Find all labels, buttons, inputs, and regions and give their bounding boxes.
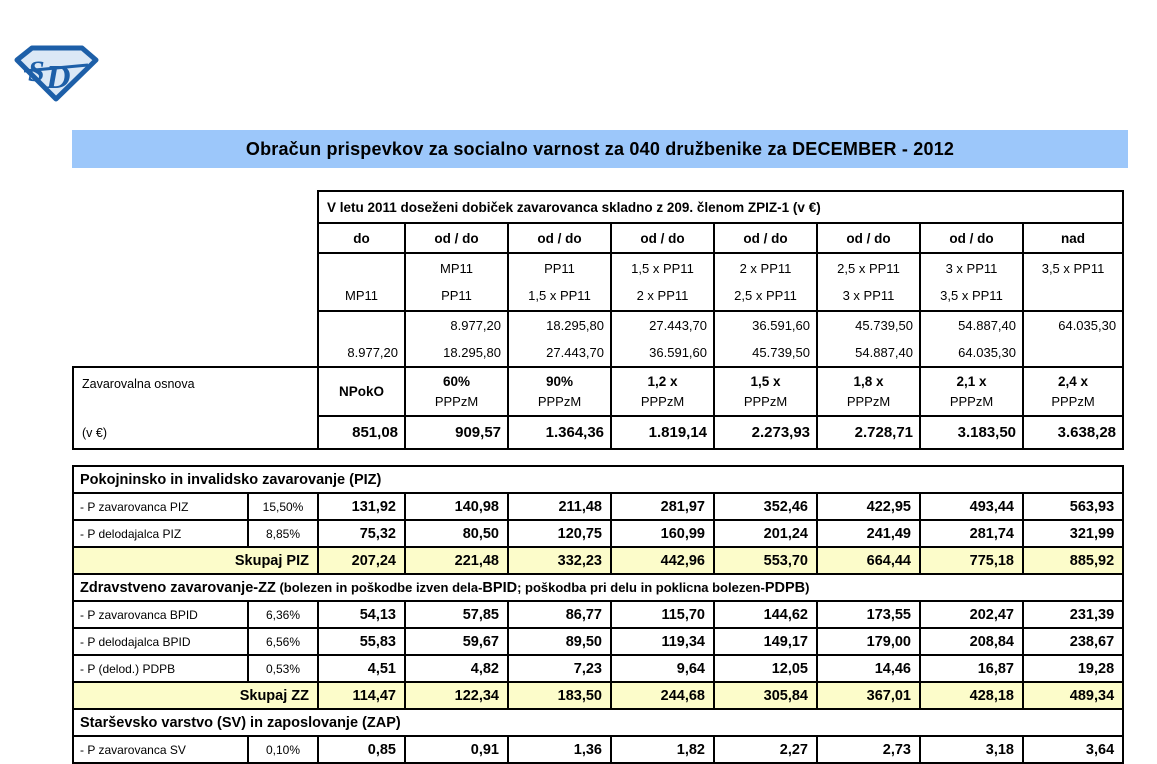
contributions-table	[72, 465, 1124, 764]
base-header-stack	[612, 369, 713, 415]
profit-threshold-table	[317, 190, 1124, 368]
row-value: 14,46	[817, 655, 920, 682]
row-value: 281,74	[920, 520, 1023, 547]
bound-label-cell-stack	[921, 254, 1022, 310]
total-value: 183,50	[508, 682, 611, 709]
bound-value-cell	[318, 311, 405, 367]
row-label: - P zavarovanca BPID	[73, 601, 248, 628]
section-text: (bolezen in poškodbe izven dela-	[275, 579, 483, 595]
base-header-stack	[509, 369, 610, 415]
bound-label-cell-bottom: 3 x PP11	[842, 288, 895, 303]
total-value: 114,47	[318, 682, 405, 709]
contrib-row	[73, 709, 1123, 736]
total-value: 428,18	[920, 682, 1023, 709]
bound-value-cell-bottom	[1024, 339, 1122, 366]
row-value: 144,62	[714, 601, 817, 628]
section-header-piz	[73, 466, 1123, 493]
row-rate: 0,53%	[248, 655, 318, 682]
row-value: 241,49	[817, 520, 920, 547]
bound-label-cell	[1023, 253, 1123, 311]
base-label-line1: Zavarovalna osnova	[82, 377, 195, 391]
row-label: - P delodajalca PIZ	[73, 520, 248, 547]
row-value: 2,27	[714, 736, 817, 763]
row-value: 59,67	[405, 628, 508, 655]
base-header-line2: PPPzM	[1051, 393, 1095, 409]
contrib-row	[73, 547, 1123, 574]
base-header-cell	[611, 367, 714, 416]
sd-shield-icon	[14, 44, 100, 102]
bound-value-cell-top: 54.887,40	[958, 318, 1016, 333]
row-value: 160,99	[611, 520, 714, 547]
section-header-zz	[73, 574, 1123, 601]
contrib-row	[73, 655, 1123, 682]
section-text: Starševsko varstvo (SV) in zaposlovanje (ZAP)	[80, 714, 401, 731]
row-value: 173,55	[817, 601, 920, 628]
contrib-row	[73, 601, 1123, 628]
base-header-cell	[508, 367, 611, 416]
bound-label-cell	[714, 253, 817, 311]
row-value: 2,73	[817, 736, 920, 763]
bound-value-cell	[714, 311, 817, 367]
row-label: - P zavarovanca PIZ	[73, 493, 248, 520]
total-value: 775,18	[920, 547, 1023, 574]
bound-label-cell	[920, 253, 1023, 311]
bound-label-cell	[405, 253, 508, 311]
range-cell: od / do	[817, 223, 920, 253]
bound-value-cell-stack	[406, 312, 507, 366]
base-value-cell: 851,08	[318, 416, 405, 449]
base-header-line1: 1,5 x	[750, 373, 781, 389]
row-value: 201,24	[714, 520, 817, 547]
contrib-row	[73, 466, 1123, 493]
section-text: Pokojninsko in invalidsko zavarovanje (PIZ)	[80, 471, 382, 488]
row-value: 0,85	[318, 736, 405, 763]
bound-value-cell-bottom: 54.887,40	[855, 345, 913, 360]
page-title-banner	[72, 130, 1128, 168]
range-cell: od / do	[920, 223, 1023, 253]
bound-label-cell-stack	[1024, 254, 1122, 310]
base-header-line1: 2,4 x	[1058, 373, 1089, 389]
base-header-stack	[921, 369, 1022, 415]
row-value: 3,18	[920, 736, 1023, 763]
row-label: - P delodajalca BPID	[73, 628, 248, 655]
row-rate: 6,56%	[248, 628, 318, 655]
section-text: ; poškodba pri delu in poklicna bolezen-	[517, 579, 765, 595]
profit-table-title: V letu 2011 doseženi dobiček zavarovanca skladno z 209. členom ZPIZ-1 (v €)	[318, 191, 1123, 223]
base-label-stack	[74, 368, 317, 448]
base-header-line2: PPPzM	[537, 393, 582, 409]
base-value-cell: 1.819,14	[611, 416, 714, 449]
total-value: 122,34	[405, 682, 508, 709]
row-value: 281,97	[611, 493, 714, 520]
bound-value-cell-top: 64.035,30	[1058, 318, 1117, 333]
total-value: 664,44	[817, 547, 920, 574]
base-header-stack	[406, 369, 507, 415]
row-value: 231,39	[1023, 601, 1123, 628]
bound-value-cell-top	[319, 312, 404, 339]
bound-label-cell-top: 3 x PP11	[945, 261, 998, 276]
base-header-line1: 60%	[443, 373, 471, 389]
row-value: 149,17	[714, 628, 817, 655]
total-value: 442,96	[611, 547, 714, 574]
row-value: 119,34	[611, 628, 714, 655]
bound-value-cell-stack	[509, 312, 610, 366]
base-header-line1: 1,2 x	[647, 373, 678, 389]
bound-value-cell	[817, 311, 920, 367]
section-text: )	[805, 579, 810, 595]
base-header-line1: 90%	[546, 373, 574, 389]
row-value: 352,46	[714, 493, 817, 520]
bound-value-cell-bottom: 64.035,30	[958, 345, 1016, 360]
bound-value-cell	[611, 311, 714, 367]
range-cell: do	[318, 223, 405, 253]
bound-value-cell	[508, 311, 611, 367]
base-label-cell	[73, 367, 318, 449]
bound-value-cell-top: 8.977,20	[450, 318, 501, 333]
base-header-cell	[714, 367, 817, 416]
row-value: 202,47	[920, 601, 1023, 628]
bound-label-cell-top: 2 x PP11	[739, 261, 792, 276]
base-value-cell: 1.364,36	[508, 416, 611, 449]
profit-bound-labels-row	[318, 253, 1123, 311]
base-header-stack	[715, 369, 816, 415]
total-value: 332,23	[508, 547, 611, 574]
total-value: 885,92	[1023, 547, 1123, 574]
base-header-line2: PPPzM	[949, 393, 994, 409]
bound-value-cell	[1023, 311, 1123, 367]
row-value: 321,99	[1023, 520, 1123, 547]
bound-value-cell-bottom: 8.977,20	[347, 345, 398, 360]
bound-value-cell-stack	[921, 312, 1022, 366]
bound-label-cell-bottom: MP11	[345, 288, 378, 303]
bound-value-cell-stack	[818, 312, 919, 366]
base-header-line1: NPokO	[339, 383, 385, 399]
bound-value-cell-stack	[612, 312, 713, 366]
base-header-line2: PPPzM	[743, 393, 788, 409]
base-header-line1: 2,1 x	[956, 373, 987, 389]
row-value: 211,48	[508, 493, 611, 520]
range-cell: od / do	[405, 223, 508, 253]
bound-label-cell-stack	[509, 254, 610, 310]
bound-value-cell	[920, 311, 1023, 367]
row-value: 0,91	[405, 736, 508, 763]
bound-label-cell-top: 1,5 x PP11	[631, 261, 694, 276]
total-value: 367,01	[817, 682, 920, 709]
bound-value-cell-bottom: 45.739,50	[752, 345, 810, 360]
section-text: PDPB	[764, 579, 806, 596]
contrib-row	[73, 520, 1123, 547]
base-header-stack	[818, 369, 919, 415]
base-header-cell	[920, 367, 1023, 416]
range-cell: od / do	[611, 223, 714, 253]
row-value: 57,85	[405, 601, 508, 628]
row-value: 120,75	[508, 520, 611, 547]
row-value: 208,84	[920, 628, 1023, 655]
base-header-cell	[405, 367, 508, 416]
bound-label-cell-top	[319, 255, 404, 282]
total-value: 244,68	[611, 682, 714, 709]
bound-label-cell-top: PP11	[544, 261, 575, 276]
bound-label-cell-bottom: 2 x PP11	[636, 288, 689, 303]
base-header-line2: PPPzM	[434, 393, 479, 409]
svg-text:S: S	[28, 55, 45, 88]
bound-label-cell-top: MP11	[440, 261, 473, 276]
total-label: Skupaj ZZ	[73, 682, 318, 709]
profit-bound-values-row	[318, 311, 1123, 367]
row-value: 12,05	[714, 655, 817, 682]
total-value: 207,24	[318, 547, 405, 574]
base-value-cell: 909,57	[405, 416, 508, 449]
profit-range-row	[318, 223, 1123, 253]
row-value: 9,64	[611, 655, 714, 682]
row-value: 19,28	[1023, 655, 1123, 682]
bound-label-cell	[611, 253, 714, 311]
bound-value-cell-stack	[715, 312, 816, 366]
insurance-base-table	[72, 366, 1124, 450]
base-value-cell: 3.183,50	[920, 416, 1023, 449]
bound-label-cell-bottom: 2,5 x PP11	[734, 288, 797, 303]
svg-text:D: D	[46, 59, 71, 96]
base-header-line1: 1,8 x	[853, 373, 884, 389]
row-value: 3,64	[1023, 736, 1123, 763]
bound-value-cell-bottom: 18.295,80	[443, 345, 501, 360]
row-value: 1,82	[611, 736, 714, 763]
row-rate: 8,85%	[248, 520, 318, 547]
base-header-line2: PPPzM	[640, 393, 685, 409]
bound-value-cell-stack	[319, 312, 404, 366]
bound-label-cell-top: 3,5 x PP11	[1041, 261, 1105, 276]
base-value-cell: 3.638,28	[1023, 416, 1123, 449]
bound-label-cell	[318, 253, 405, 311]
row-value: 89,50	[508, 628, 611, 655]
total-value: 305,84	[714, 682, 817, 709]
base-value-cell: 2.273,93	[714, 416, 817, 449]
total-value: 553,70	[714, 547, 817, 574]
bound-value-cell-top: 36.591,60	[752, 318, 810, 333]
row-value: 422,95	[817, 493, 920, 520]
total-value: 489,34	[1023, 682, 1123, 709]
row-value: 115,70	[611, 601, 714, 628]
row-value: 1,36	[508, 736, 611, 763]
base-value-cell: 2.728,71	[817, 416, 920, 449]
bound-label-cell	[508, 253, 611, 311]
bound-value-cell-bottom: 36.591,60	[649, 345, 707, 360]
section-header-sv-zap	[73, 709, 1123, 736]
row-value: 131,92	[318, 493, 405, 520]
row-label: - P zavarovanca SV	[73, 736, 248, 763]
bound-value-cell-bottom: 27.443,70	[546, 345, 604, 360]
row-value: 55,83	[318, 628, 405, 655]
bound-label-cell-stack	[612, 254, 713, 310]
row-value: 563,93	[1023, 493, 1123, 520]
bound-label-cell-bottom: PP11	[441, 288, 472, 303]
row-value: 75,32	[318, 520, 405, 547]
row-value: 7,23	[508, 655, 611, 682]
base-header-line2: PPPzM	[846, 393, 891, 409]
base-label-line2: (v €)	[82, 426, 107, 440]
base-header-cell	[1023, 367, 1123, 416]
row-rate: 15,50%	[248, 493, 318, 520]
row-value: 54,13	[318, 601, 405, 628]
section-text: Zdravstveno zavarovanje-ZZ	[80, 579, 276, 596]
row-value: 16,87	[920, 655, 1023, 682]
company-logo	[14, 44, 100, 102]
contrib-row	[73, 736, 1123, 763]
row-rate: 6,36%	[248, 601, 318, 628]
row-value: 86,77	[508, 601, 611, 628]
bound-label-cell-bottom: 1,5 x PP11	[528, 288, 591, 303]
bound-label-cell-bottom: 3,5 x PP11	[940, 288, 1003, 303]
base-header-cell	[817, 367, 920, 416]
profit-and-base-tables	[72, 190, 1122, 450]
row-value: 140,98	[405, 493, 508, 520]
contrib-row	[73, 628, 1123, 655]
bound-value-cell	[405, 311, 508, 367]
bound-label-cell-stack	[818, 254, 919, 310]
bound-value-cell-top: 18.295,80	[546, 318, 604, 333]
row-value: 80,50	[405, 520, 508, 547]
base-header-stack	[319, 369, 404, 415]
base-header-cell	[318, 367, 405, 416]
row-value: 4,51	[318, 655, 405, 682]
bound-value-cell-top: 45.739,50	[855, 318, 913, 333]
bound-label-cell-stack	[406, 254, 507, 310]
range-cell: nad	[1023, 223, 1123, 253]
bound-value-cell-top: 27.443,70	[649, 318, 707, 333]
row-value: 238,67	[1023, 628, 1123, 655]
row-value: 4,82	[405, 655, 508, 682]
bound-label-cell-bottom	[1024, 282, 1122, 309]
section-text: BPID	[482, 579, 518, 596]
contrib-row	[73, 574, 1123, 601]
range-cell: od / do	[714, 223, 817, 253]
bound-label-cell-stack	[715, 254, 816, 310]
bound-value-cell-stack	[1024, 312, 1122, 366]
row-rate: 0,10%	[248, 736, 318, 763]
contrib-row	[73, 682, 1123, 709]
total-value: 221,48	[405, 547, 508, 574]
total-label: Skupaj PIZ	[73, 547, 318, 574]
contrib-row	[73, 493, 1123, 520]
row-value: 179,00	[817, 628, 920, 655]
bound-label-cell-stack	[319, 254, 404, 310]
base-header-stack	[1024, 369, 1122, 415]
row-label: - P (delod.) PDPB	[73, 655, 248, 682]
range-cell: od / do	[508, 223, 611, 253]
bound-label-cell-top: 2,5 x PP11	[837, 261, 900, 276]
row-value: 493,44	[920, 493, 1023, 520]
bound-label-cell	[817, 253, 920, 311]
page-title: Obračun prispevkov za socialno varnost za 040 družbenike za DECEMBER - 2012	[245, 138, 955, 159]
base-header-row	[73, 367, 1123, 416]
